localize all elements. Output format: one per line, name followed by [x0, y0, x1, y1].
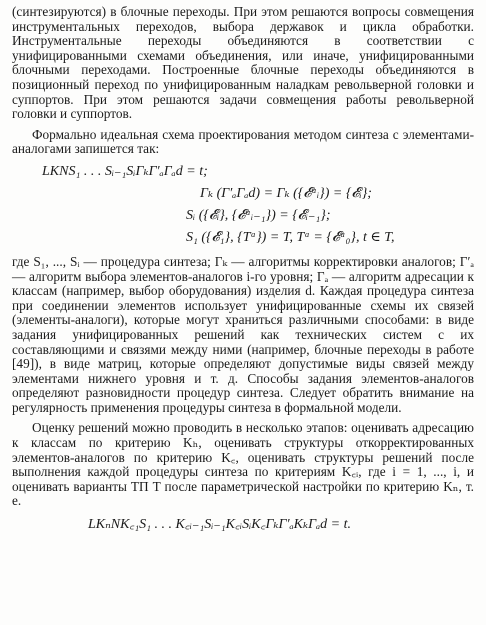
paragraph-ideal-scheme-intro: Формально идеальная схема проектирования методом синтеза с элементами-аналогами запишется так: [12, 126, 474, 157]
formula-synthesis-base: S₁ ({𝓔₁}, {Tᵃ}) = T, Tᵃ = {𝓔ᵃ₀}, t ∈ T, [186, 229, 395, 245]
paragraph-synthesis-transitions: (синтезируются) в блочные переходы. При этом решаются вопросы совмещения инструментальных переходов, выбора державок и цикла обработки. Инструментальные переходы объединяются в соответствии с унифицированными схемами объединения, или иначе, унифицированными блочными переходами. Построенные блочные переходы объединяются в позиционный переход по унифицированным наладкам револьверной головки и суппортов. При этом решаются задачи совмещения работы револьверной головки и суппортов. [12, 4, 474, 122]
formula-evaluated-chain: LKₙNK꜀₁S₁ . . . K꜀ᵢ₋₁Sᵢ₋₁K꜀ᵢSᵢK꜀ΓₖΓ′ₐKₖΓₐd = t. [88, 517, 352, 533]
formula-synthesis-chain: LKNS₁ . . . Sᵢ₋₁SᵢΓₖΓ′ₐΓₐd = t; [42, 163, 208, 179]
paragraph-evaluation-stages: Оценку решений можно проводить в несколько этапов: оценивать адресацию к классам по критерию Kₕ, оценивать структуры откорректированных элементов-аналогов по критерию K꜀, оценивать структуры решений после выполнения каждой процедуры синтеза по критериям K꜀ᵢ, где i = 1, ..., i, и оценивать варианты ТП T после параметрической настройки по критерию Kₙ, т. е. [12, 420, 474, 509]
formula-correction: Γₖ (Γ′ₐΓₐd) = Γₖ ({𝓔ᵃᵢ}) = {𝓔ᵢ}; [200, 185, 372, 201]
formula-synthesis-step: Sᵢ ({𝓔ᵢ}, {𝓔ᵃᵢ₋₁}) = {𝓔ᵢ₋₁}; [186, 207, 331, 223]
paragraph-definitions: где S₁, ..., Sᵢ — процедура синтеза; Γₖ — алгоритмы корректировки аналогов; Γ′ₐ — алгоритм выбора элементов-аналогов i-го уровня; Γₐ — алгоритм адресации к классам (например, выбор оборудования) изделия d. Каждая процедура синтеза при соединении элементов использует унифицированные схемы их связей (элементы-аналоги), которые могут храниться различными способами: в виде задания унифицированных решений как технических систем с их составляющими и связями между ними (например, блочные переходы в работе [49]), в виде матриц, которые определяют допустимые виды связей между элементами нижнего уровня и т. д. Способы задания элементов-аналогов определяют разновидности процедур синтеза. Следует обратить внимание на регулярность применения процедуры синтеза в формальной модели. [12, 253, 474, 415]
